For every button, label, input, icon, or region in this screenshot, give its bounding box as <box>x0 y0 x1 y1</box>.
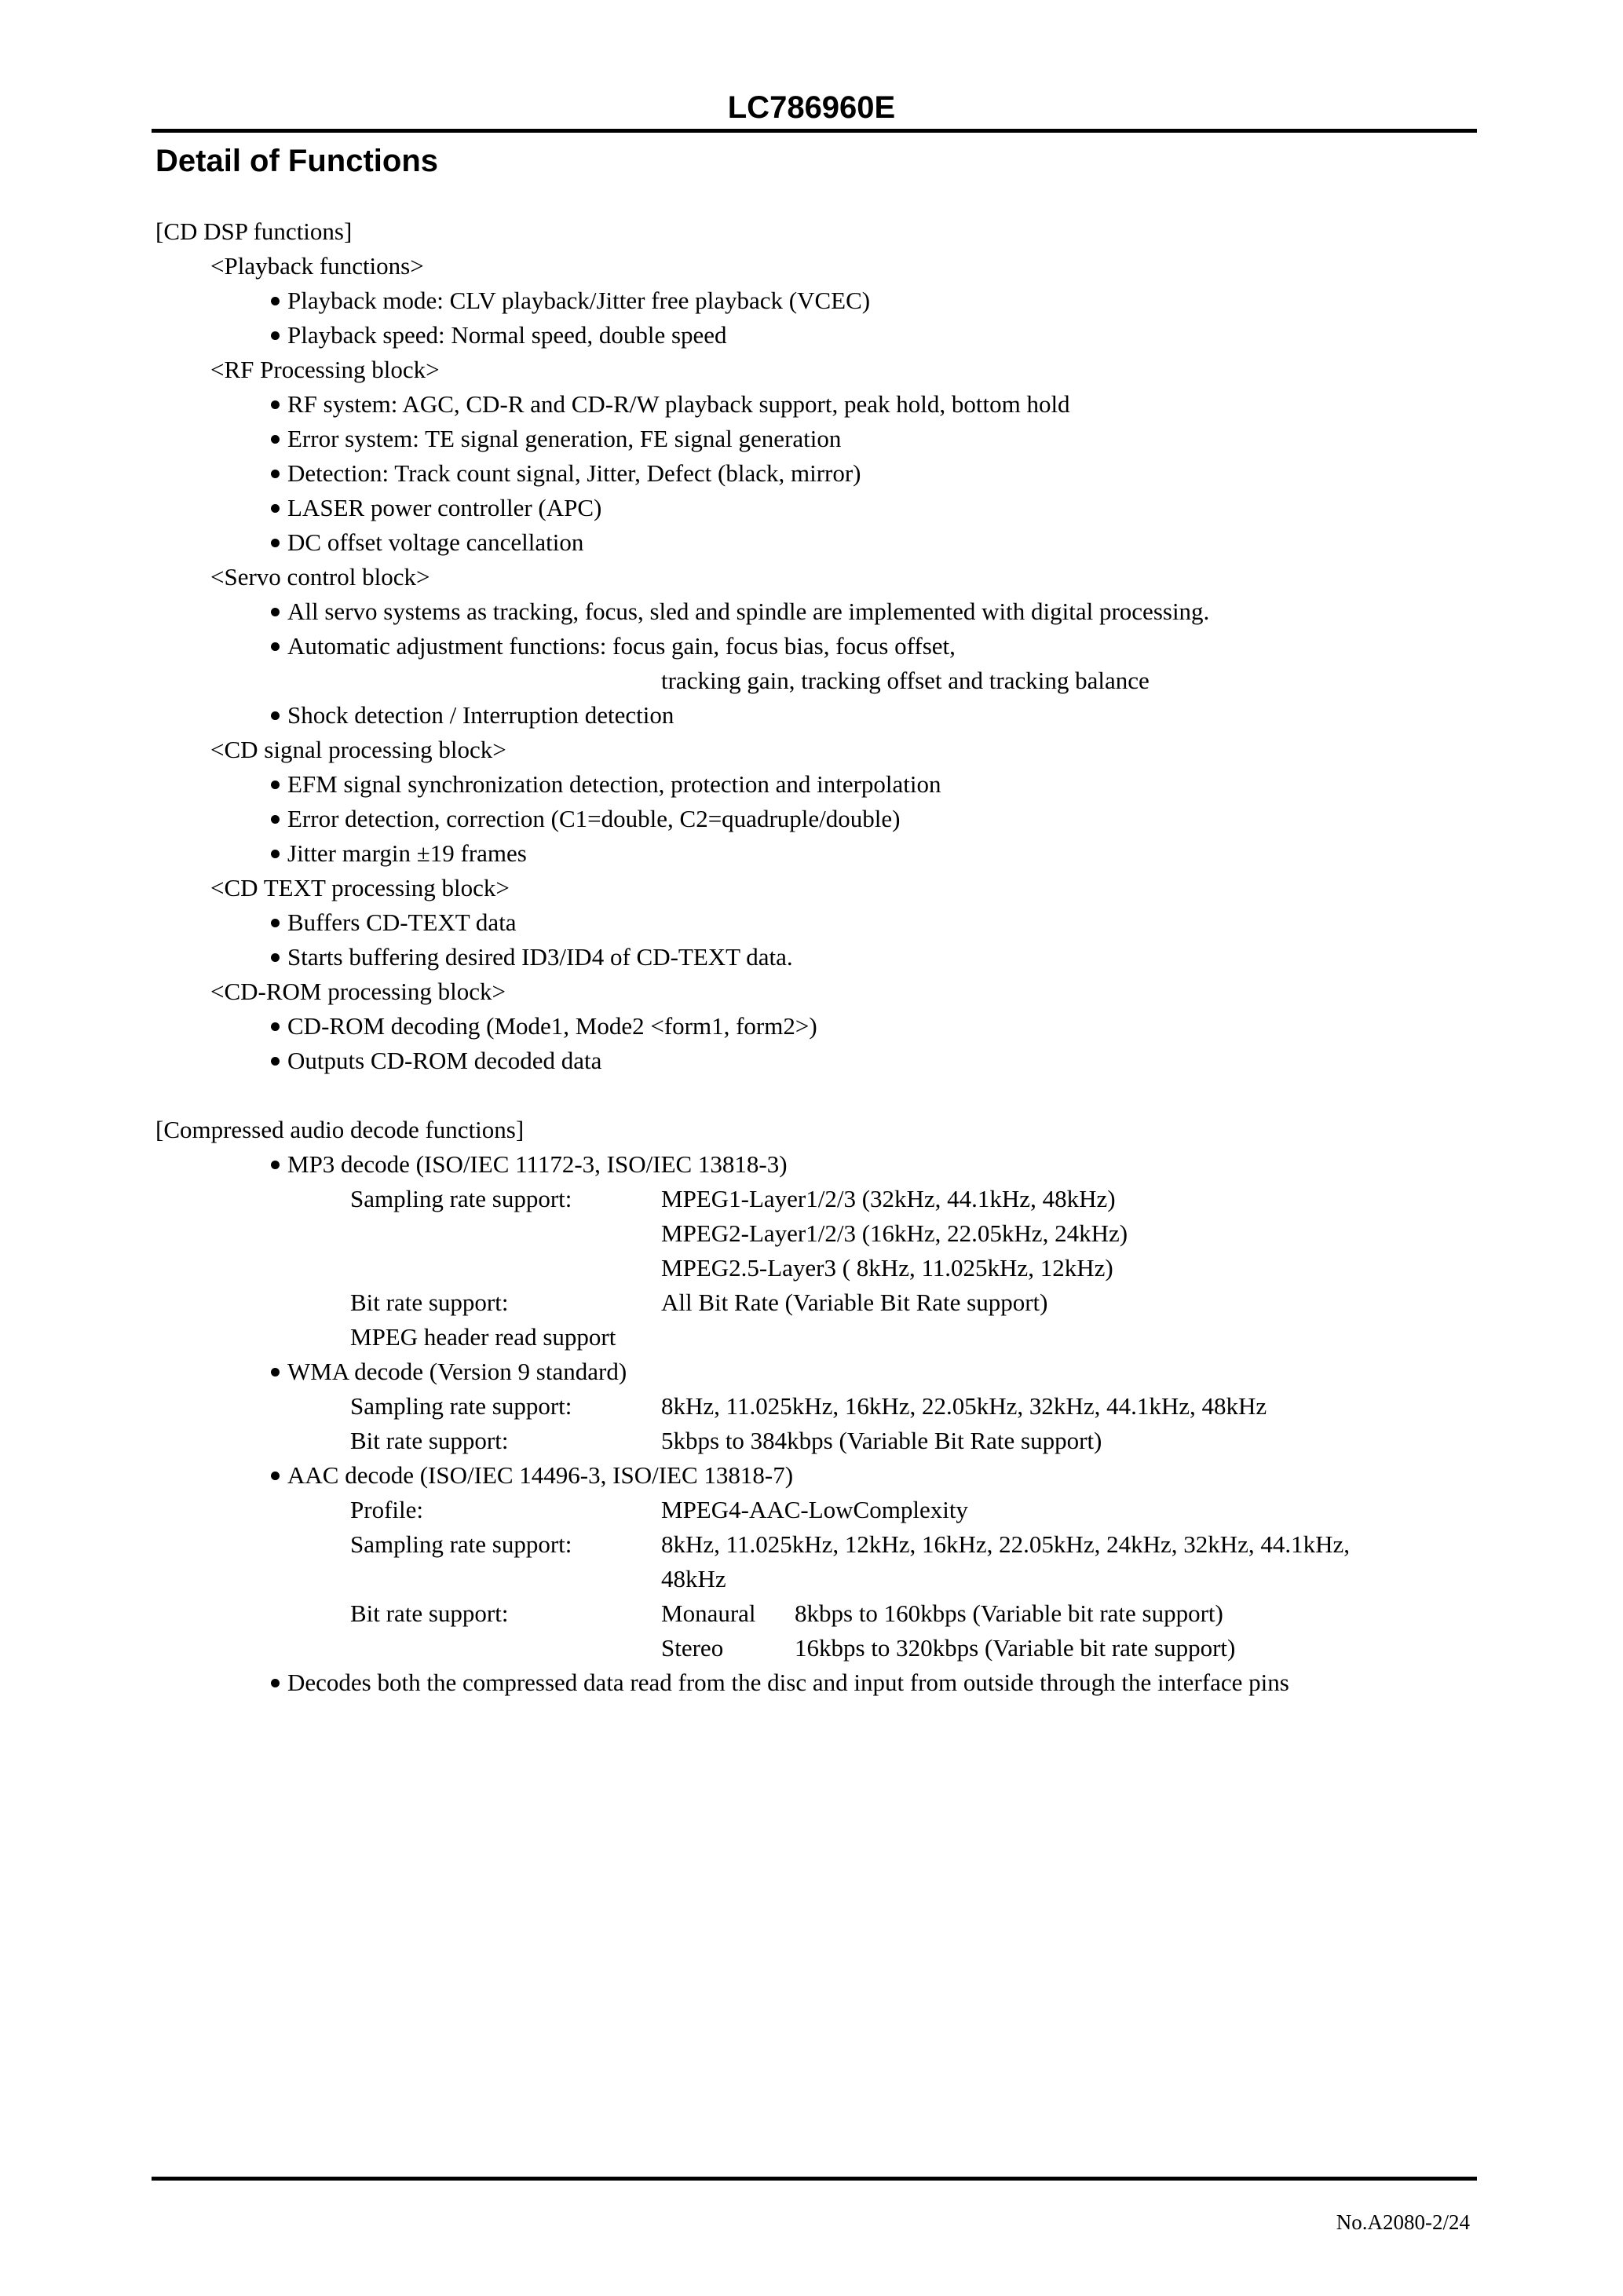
bullet-icon <box>271 539 280 547</box>
bullet-icon <box>271 781 280 789</box>
spec-value: MPEG4-AAC-LowComplexity <box>661 1496 968 1523</box>
spec-value: All Bit Rate (Variable Bit Rate support) <box>661 1289 1048 1316</box>
bullet-icon <box>271 1679 280 1687</box>
spec-value: 8kbps to 160kbps (Variable bit rate support) <box>795 1600 1223 1627</box>
spec-value: 8kHz, 11.025kHz, 12kHz, 16kHz, 22.05kHz, 24kHz, 32kHz, 44.1kHz, <box>661 1530 1351 1558</box>
section-title: Detail of Functions <box>155 144 438 178</box>
bullet-icon <box>271 1368 280 1377</box>
spec-value: MPEG2-Layer1/2/3 (16kHz, 22.05kHz, 24kHz) <box>661 1219 1128 1247</box>
bullet-icon <box>271 504 280 513</box>
bullet-icon <box>271 435 280 444</box>
spec-label: Bit rate support: <box>350 1427 509 1454</box>
spec-label: Profile: <box>350 1496 423 1523</box>
bullet-icon <box>271 711 280 720</box>
spec-label: Sampling rate support: <box>350 1185 572 1212</box>
header-rule <box>152 129 1477 133</box>
bullet-icon <box>271 850 280 858</box>
part-number-header: LC786960E <box>727 90 896 125</box>
spec-value: MPEG1-Layer1/2/3 (32kHz, 44.1kHz, 48kHz) <box>661 1185 1116 1212</box>
bullet-icon <box>271 1057 280 1066</box>
page-number: No.A2080-2/24 <box>1336 2210 1470 2234</box>
spec-label: Sampling rate support: <box>350 1392 572 1420</box>
bullet-icon <box>271 1022 280 1031</box>
spec-value: 16kbps to 320kbps (Variable bit rate support) <box>795 1634 1236 1662</box>
bullet-icon <box>271 297 280 305</box>
spec-value: 5kbps to 384kbps (Variable Bit Rate support) <box>661 1427 1102 1454</box>
bullet-icon <box>271 1161 280 1169</box>
footer-rule <box>152 2177 1477 2181</box>
spec-label: Bit rate support: <box>350 1289 509 1316</box>
bullet-icon <box>271 400 280 409</box>
bullet-icon <box>271 331 280 340</box>
spec-label: Bit rate support: <box>350 1600 509 1627</box>
bullet-icon <box>271 470 280 478</box>
bullet-icon <box>271 642 280 651</box>
bitrate-mode: Monaural <box>661 1600 756 1627</box>
bullet-icon <box>271 953 280 962</box>
bullet-icon <box>271 1472 280 1480</box>
spec-label: Sampling rate support: <box>350 1530 572 1558</box>
bullet-icon <box>271 919 280 927</box>
bullet-icon <box>271 608 280 616</box>
spec-value: 8kHz, 11.025kHz, 16kHz, 22.05kHz, 32kHz, 44.1kHz, 48kHz <box>661 1392 1267 1420</box>
bitrate-mode: Stereo <box>661 1634 724 1662</box>
spec-value: MPEG2.5-Layer3 ( 8kHz, 11.025kHz, 12kHz) <box>661 1254 1113 1281</box>
spec-value: 48kHz <box>661 1565 726 1592</box>
bullet-icon <box>271 815 280 824</box>
